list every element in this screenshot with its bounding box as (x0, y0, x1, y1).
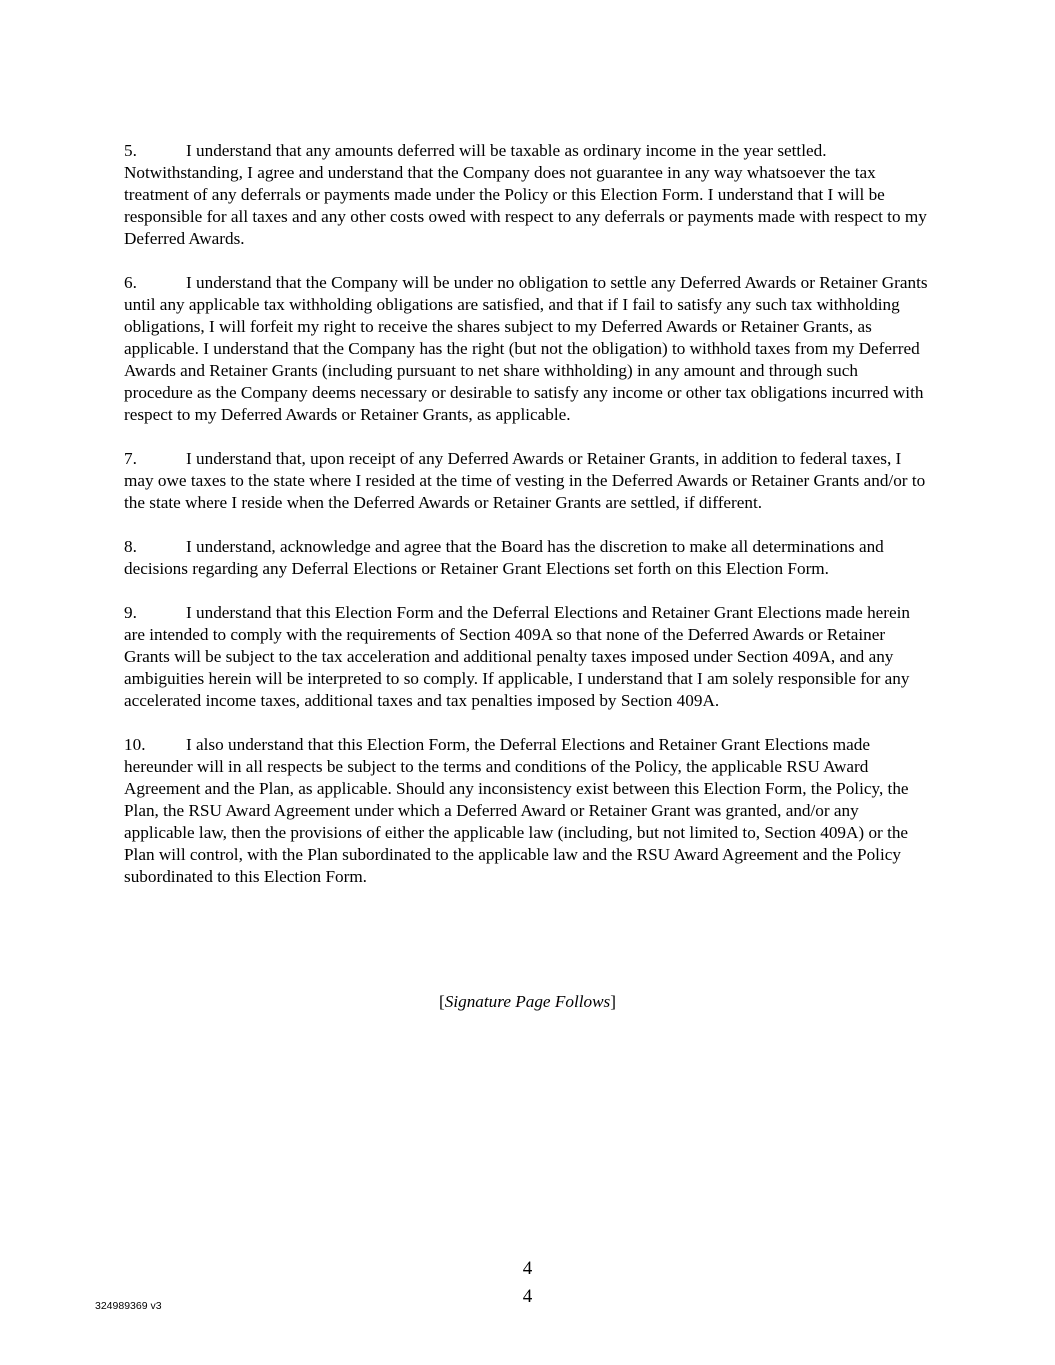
paragraph-text: I understand that the Company will be under no obligation to settle any Deferred Awards or Retainer Grants until any applicable tax withholding obligations are satisfied, and that if I fail to satisfy any such tax withholding obligations, I will forfeit my right to receive the shares subject to my Deferred Awards or Retainer Grants, as applicable. I understand that the Company has the right (but not the obligation) to withhold taxes from my Deferred Awards and Retainer Grants (including pursuant to net share withholding) in any amount and through such procedure as the Company deems necessary or desirable to satisfy any income or other tax obligations incurred with respect to my Deferred Awards or Retainer Grants, as applicable. (124, 273, 928, 424)
signature-page-follows (0, 991, 1055, 1013)
signature-follows-label: Signature Page Follows (444, 992, 611, 1011)
page-number: 4 (522, 1258, 533, 1279)
paragraph-number: 6. (124, 273, 137, 292)
paragraph-text: I understand, acknowledge and agree that the Board has the discretion to make all determinations and decisions regarding any Deferral Elections or Retainer Grant Elections set forth on this Election Form. (124, 537, 884, 578)
page-number-duplicate: 4 (522, 1286, 533, 1307)
paragraph-5 (124, 140, 929, 250)
paragraph-7 (124, 448, 929, 514)
bracket-open: [ (439, 992, 445, 1011)
paragraph-8 (124, 536, 929, 580)
paragraph-number: 10. (124, 735, 146, 754)
paragraph-text: I understand that, upon receipt of any Deferred Awards or Retainer Grants, in addition to federal taxes, I may owe taxes to the state where I resided at the time of vesting in the Deferred Awards or Retainer Grants and/or to the state where I reside when the Deferred Awards or Retainer Grants are settled, if different. (124, 449, 926, 512)
document-body (124, 140, 929, 910)
paragraph-6 (124, 272, 929, 426)
paragraph-number: 7. (124, 449, 137, 468)
paragraph-10 (124, 734, 929, 888)
paragraph-number: 5. (124, 141, 137, 160)
paragraph-number: 9. (124, 603, 137, 622)
paragraph-9 (124, 602, 929, 712)
paragraph-text: I understand that any amounts deferred will be taxable as ordinary income in the year settled. Notwithstanding, I agree and understand that the Company does not guarantee in any way whatsoever the tax treatment of any deferrals or payments made under the Policy or this Election Form. I understand that I will be responsible for all taxes and any other costs owed with respect to any deferrals or payments made with respect to my Deferred Awards. (124, 141, 927, 248)
document-id: 324989369 v3 (95, 1300, 162, 1312)
paragraph-number: 8. (124, 537, 137, 556)
bracket-close: ] (610, 992, 616, 1011)
paragraph-text: I also understand that this Election Form, the Deferral Elections and Retainer Grant Elections made hereunder will in all respects be subject to the terms and conditions of the Policy, the applicable RSU Award Agreement and the Plan, as applicable. Should any inconsistency exist between this Election Form, the Policy, the Plan, the RSU Award Agreement under which a Deferred Award or Retainer Grant was granted, and/or any applicable law, then the provisions of either the applicable law (including, but not limited to, Section 409A) or the Plan will control, with the Plan subordinated to the applicable law and the RSU Award Agreement and the Policy subordinated to this Election Form. (124, 735, 909, 886)
paragraph-text: I understand that this Election Form and the Deferral Elections and Retainer Grant Elections made herein are intended to comply with the requirements of Section 409A so that none of the Deferred Awards or Retainer Grants will be subject to the tax acceleration and additional penalty taxes imposed under Section 409A, and any ambiguities herein will be interpreted to so comply. If applicable, I understand that I am solely responsible for any accelerated income taxes, additional taxes and tax penalties imposed by Section 409A. (124, 603, 911, 710)
